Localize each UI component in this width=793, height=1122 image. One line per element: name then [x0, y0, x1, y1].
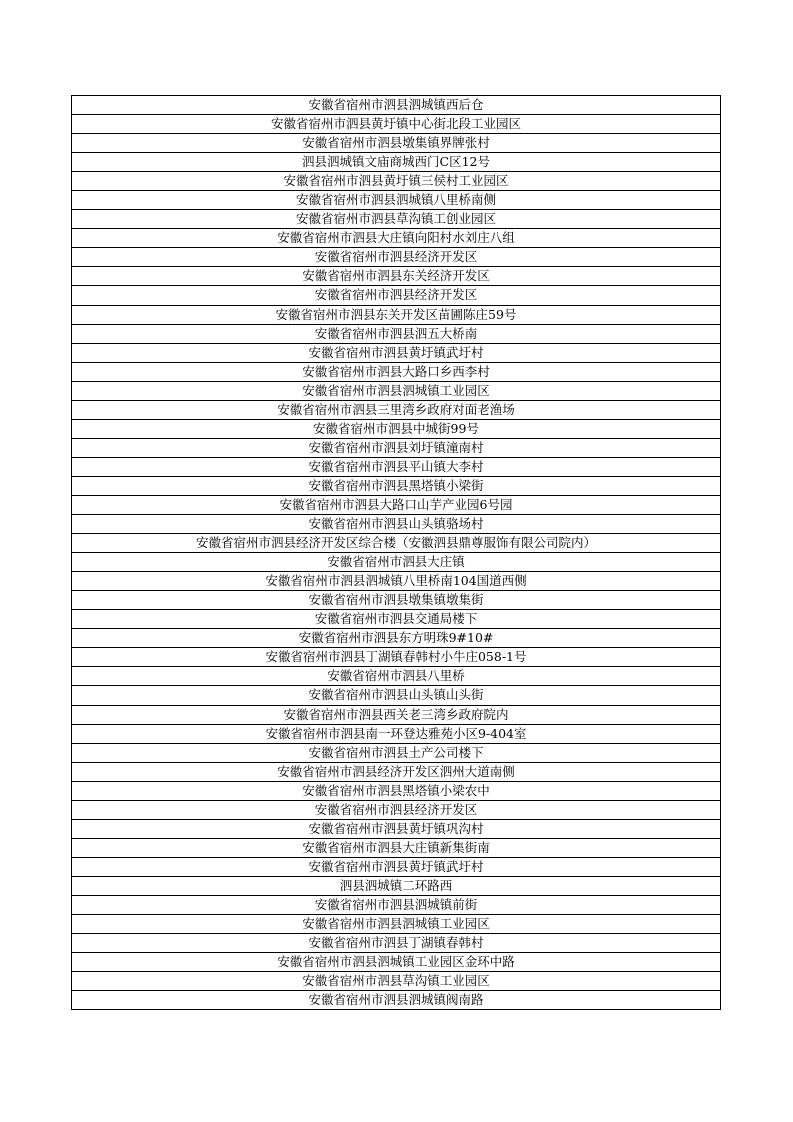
table-row — [72, 610, 721, 629]
address-cell: 安徽省宿州市泗县东关经济开发区 — [72, 267, 721, 286]
table-row — [72, 362, 721, 381]
table-row — [72, 819, 721, 838]
table-row — [72, 286, 721, 305]
table-row — [72, 972, 721, 991]
address-cell: 安徽省宿州市泗县刘圩镇潼南村 — [72, 438, 721, 457]
table-row — [72, 457, 721, 476]
address-cell: 安徽省宿州市泗县山头镇山头街 — [72, 686, 721, 705]
address-cell: 安徽省宿州市泗县经济开发区综合楼（安徽泗县鼎尊服饰有限公司院内） — [72, 534, 721, 553]
table-row — [72, 991, 721, 1010]
address-cell: 安徽省宿州市泗县泗城镇八里桥南侧 — [72, 191, 721, 210]
address-cell: 安徽省宿州市泗县墩集镇墩集街 — [72, 591, 721, 610]
address-cell: 安徽省宿州市泗县东关开发区苗圃陈庄59号 — [72, 305, 721, 324]
address-cell: 安徽省宿州市泗县泗城镇西后仓 — [72, 96, 721, 115]
table-row — [72, 800, 721, 819]
table-row — [72, 343, 721, 362]
address-cell: 安徽省宿州市泗县黑塔镇小梁农中 — [72, 781, 721, 800]
address-cell: 安徽省宿州市泗县泗城镇工业园区金环中路 — [72, 953, 721, 972]
address-cell: 安徽省宿州市泗县黄圩镇三侯村工业园区 — [72, 172, 721, 191]
address-cell: 安徽省宿州市泗县墩集镇界牌张村 — [72, 134, 721, 153]
table-row — [72, 229, 721, 248]
table-row — [72, 667, 721, 686]
table-row — [72, 515, 721, 534]
table-row — [72, 419, 721, 438]
address-cell: 安徽省宿州市泗县大路口乡西李村 — [72, 362, 721, 381]
address-cell: 安徽省宿州市泗县交通局楼下 — [72, 610, 721, 629]
table-row — [72, 724, 721, 743]
table-row — [72, 381, 721, 400]
table-row — [72, 648, 721, 667]
table-row — [72, 438, 721, 457]
table-row — [72, 534, 721, 553]
table-row — [72, 476, 721, 495]
table-row — [72, 400, 721, 419]
address-table — [71, 95, 721, 1010]
address-cell: 安徽省宿州市泗县泗城镇八里桥南104国道西侧 — [72, 572, 721, 591]
address-cell: 安徽省宿州市泗县平山镇大李村 — [72, 457, 721, 476]
address-cell: 安徽省宿州市泗县大路口山芋产业园6号园 — [72, 495, 721, 514]
address-cell: 安徽省宿州市泗县三里湾乡政府对面老渔场 — [72, 400, 721, 419]
table-row — [72, 153, 721, 172]
table-row — [72, 895, 721, 914]
table-row — [72, 495, 721, 514]
table-row — [72, 876, 721, 895]
address-cell: 安徽省宿州市泗县经济开发区 — [72, 800, 721, 819]
table-row — [72, 572, 721, 591]
table-row — [72, 838, 721, 857]
address-cell: 安徽省宿州市泗县黑塔镇小梁街 — [72, 476, 721, 495]
table-row — [72, 857, 721, 876]
table-row — [72, 191, 721, 210]
table-row — [72, 705, 721, 724]
table-row — [72, 781, 721, 800]
table-row — [72, 267, 721, 286]
address-cell: 安徽省宿州市泗县中城街99号 — [72, 419, 721, 438]
address-cell: 安徽省宿州市泗县泗城镇工业园区 — [72, 915, 721, 934]
address-table-body — [72, 96, 721, 1010]
address-cell: 安徽省宿州市泗县经济开发区 — [72, 248, 721, 267]
table-row — [72, 934, 721, 953]
address-cell: 泗县泗城镇文庙商城西门C区12号 — [72, 153, 721, 172]
table-row — [72, 324, 721, 343]
table-row — [72, 743, 721, 762]
address-cell: 安徽省宿州市泗县草沟镇工业园区 — [72, 972, 721, 991]
table-row — [72, 115, 721, 134]
address-cell: 安徽省宿州市泗县泗城镇前街 — [72, 895, 721, 914]
address-cell: 安徽省宿州市泗县经济开发区泗州大道南侧 — [72, 762, 721, 781]
table-row — [72, 210, 721, 229]
table-row — [72, 305, 721, 324]
address-cell: 安徽省宿州市泗县南一环登达雅苑小区9-404室 — [72, 724, 721, 743]
table-row — [72, 134, 721, 153]
address-cell: 安徽省宿州市泗县大庄镇向阳村水刘庄八组 — [72, 229, 721, 248]
address-cell: 安徽省宿州市泗县丁湖镇春韩村 — [72, 934, 721, 953]
table-row — [72, 248, 721, 267]
address-cell: 安徽省宿州市泗县经济开发区 — [72, 286, 721, 305]
address-cell: 安徽省宿州市泗县山头镇骆场村 — [72, 515, 721, 534]
address-cell: 安徽省宿州市泗县黄圩镇武圩村 — [72, 857, 721, 876]
address-cell: 安徽省宿州市泗县草沟镇工创业园区 — [72, 210, 721, 229]
address-cell: 安徽省宿州市泗县黄圩镇巩沟村 — [72, 819, 721, 838]
address-cell: 安徽省宿州市泗县泗城镇工业园区 — [72, 381, 721, 400]
address-cell: 安徽省宿州市泗县土产公司楼下 — [72, 743, 721, 762]
address-cell: 安徽省宿州市泗县黄圩镇武圩村 — [72, 343, 721, 362]
address-cell: 安徽省宿州市泗县西关老三湾乡政府院内 — [72, 705, 721, 724]
table-row — [72, 629, 721, 648]
table-row — [72, 686, 721, 705]
address-cell: 安徽省宿州市泗县黄圩镇中心街北段工业园区 — [72, 115, 721, 134]
address-cell: 安徽省宿州市泗县泗五大桥南 — [72, 324, 721, 343]
table-row — [72, 762, 721, 781]
address-cell: 泗县泗城镇二环路西 — [72, 876, 721, 895]
address-cell: 安徽省宿州市泗县东方明珠9#10# — [72, 629, 721, 648]
table-row — [72, 591, 721, 610]
address-cell: 安徽省宿州市泗县泗城镇阀南路 — [72, 991, 721, 1010]
address-cell: 安徽省宿州市泗县八里桥 — [72, 667, 721, 686]
address-cell: 安徽省宿州市泗县丁湖镇春韩村小牛庄058-1号 — [72, 648, 721, 667]
table-row — [72, 915, 721, 934]
table-row — [72, 953, 721, 972]
address-cell: 安徽省宿州市泗县大庄镇 — [72, 553, 721, 572]
table-row — [72, 172, 721, 191]
table-row — [72, 553, 721, 572]
address-cell: 安徽省宿州市泗县大庄镇新集街南 — [72, 838, 721, 857]
table-row — [72, 96, 721, 115]
